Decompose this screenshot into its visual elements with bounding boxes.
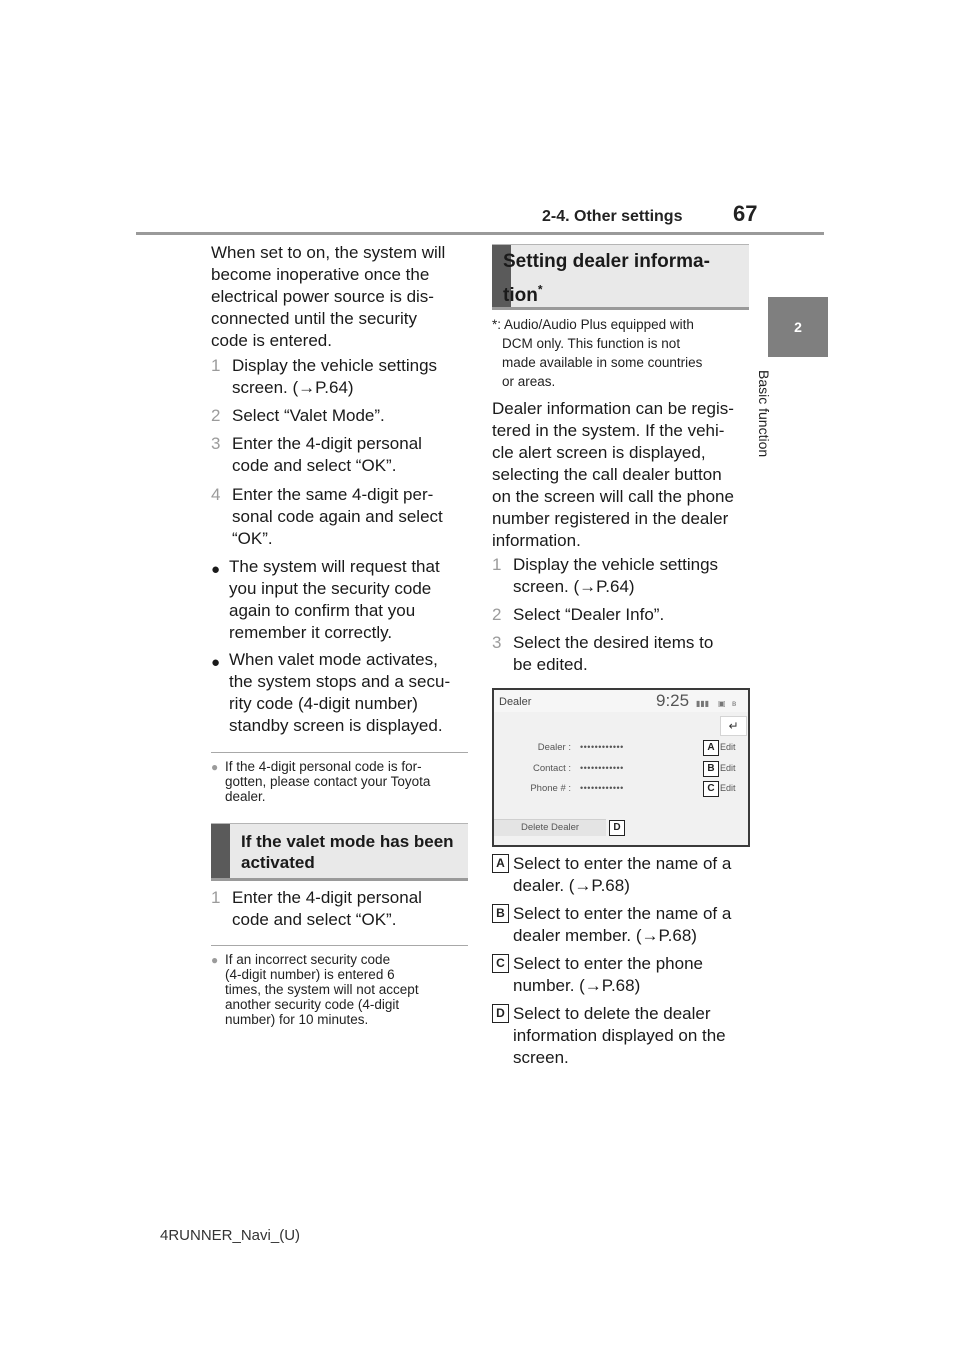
text-line: DCM only. This function is not	[502, 336, 681, 351]
text-line: be edited.	[513, 655, 588, 674]
text-line: Select the desired items to	[513, 633, 714, 652]
text-line: the system stops and a secu-	[229, 672, 451, 691]
text-line: Select to enter the phone	[513, 954, 703, 973]
text-line: “OK”.	[232, 529, 273, 548]
text-line: connected until the security	[211, 309, 418, 328]
screen-phone-value: ••••••••••••	[580, 783, 624, 793]
text-line: cle alert screen is displayed,	[492, 443, 706, 462]
step-number: 1	[211, 356, 221, 375]
text-line: remember it correctly.	[229, 623, 393, 642]
note-divider	[211, 752, 468, 753]
callout-c: C	[703, 781, 719, 797]
signal-icon: ▮▮▮	[696, 699, 710, 708]
heading-line: Setting dealer informa-	[503, 251, 710, 272]
heading-line: If the valet mode has been	[241, 832, 454, 851]
screen-dealer-label: Dealer :	[537, 742, 571, 753]
bluetooth-icon: ʙ	[732, 699, 737, 708]
ref-letter-b: B	[492, 904, 509, 923]
text-line: on the screen will call the phone	[492, 487, 734, 506]
heading-line: activated	[241, 853, 315, 872]
bullet-icon: ●	[211, 561, 221, 578]
text-line: number) for 10 minutes.	[225, 1012, 369, 1027]
callout-a: A	[703, 740, 719, 756]
text-line: Select to delete the dealer	[513, 1004, 711, 1023]
heading-valet-activated	[211, 823, 468, 881]
note-divider	[211, 945, 468, 946]
text-line: Display the vehicle settings	[232, 356, 438, 375]
heading-line: tion*	[503, 283, 543, 307]
text-line: Dealer information can be regis-	[492, 399, 734, 418]
text-line: code is entered.	[211, 331, 332, 350]
screen-title: Dealer	[499, 696, 532, 708]
text-line: dealer member. (→P.68)	[513, 926, 697, 945]
screen-contact-label: Contact :	[532, 763, 571, 774]
footnote-marker: *	[537, 283, 543, 297]
screen-phone-label: Phone # :	[530, 783, 571, 794]
text-line: Display the vehicle settings	[513, 555, 719, 574]
footnote	[492, 315, 752, 391]
callout-b: B	[703, 761, 719, 777]
chapter-label	[756, 370, 800, 480]
note-1	[211, 759, 471, 807]
text-line: The system will request that	[229, 557, 440, 576]
screen-clock: 9:25	[656, 691, 690, 710]
step-number: 3	[492, 633, 502, 652]
text-line: Select “Valet Mode”.	[232, 406, 385, 425]
text-line: information displayed on the	[513, 1026, 726, 1045]
text-line: another security code (4-digit	[225, 997, 400, 1012]
ref-letter-a: A	[492, 854, 509, 873]
right-intro	[492, 398, 754, 552]
text-line: Enter the same 4-digit per-	[232, 485, 434, 504]
text-line: If the 4-digit personal code is for-	[225, 759, 422, 774]
text-line: Select “Dealer Info”.	[513, 605, 665, 624]
page-number: 67	[733, 201, 758, 226]
text-line: Select to enter the name of a	[513, 854, 732, 873]
text-line: screen. (→P.64)	[232, 378, 354, 397]
step-number: 1	[211, 888, 221, 907]
text-line: When set to on, the system will	[211, 243, 446, 262]
text-line: code and select “OK”.	[232, 910, 397, 929]
text-line: sonal code again and select	[232, 507, 443, 526]
step-number: 3	[211, 434, 221, 453]
text-line: Select to enter the name of a	[513, 904, 732, 923]
step-number: 1	[492, 555, 502, 574]
screen-contact-value: ••••••••••••	[580, 763, 624, 773]
text-line: selecting the call dealer button	[492, 465, 722, 484]
screen-edit-dealer: Edit	[720, 742, 736, 752]
text-line: gotten, please contact your Toyota	[225, 774, 431, 789]
text-line: screen. (→P.64)	[513, 577, 635, 596]
text-line: Enter the 4-digit personal	[232, 434, 422, 453]
text-line: dealer. (→P.68)	[513, 876, 630, 895]
header-rule	[136, 232, 824, 235]
note-2	[211, 952, 471, 1032]
section-title: 2-4. Other settings	[542, 208, 683, 225]
text-line: again to confirm that you	[229, 601, 416, 620]
text-line: times, the system will not accept	[225, 982, 419, 997]
screen-edit-phone: Edit	[720, 783, 736, 793]
text-line: Enter the 4-digit personal	[232, 888, 422, 907]
screen-status-bar	[494, 690, 748, 712]
text-line: dealer.	[225, 789, 266, 804]
text-line: made available in some countries	[502, 355, 703, 370]
left-intro	[211, 242, 445, 352]
ref-letter-d: D	[492, 1004, 509, 1023]
text-line: If an incorrect security code	[225, 952, 391, 967]
text-line: standby screen is displayed.	[229, 716, 443, 735]
heading-dealer-info	[492, 244, 749, 310]
text-line: code and select “OK”.	[232, 456, 397, 475]
text-line: (4-digit number) is entered 6	[225, 967, 395, 982]
dealer-screen-image	[492, 688, 750, 847]
text-line: or areas.	[502, 374, 556, 389]
text-line: number registered in the dealer	[492, 509, 729, 528]
text-line: information.	[492, 531, 581, 550]
screen-delete-dealer-button: Delete Dealer	[494, 819, 606, 836]
text-line: rity code (4-digit number)	[229, 694, 418, 713]
note-bullet-icon: ●	[211, 953, 219, 967]
heading-bar	[211, 824, 230, 878]
step-number: 2	[211, 406, 221, 425]
text-line: become inoperative once the	[211, 265, 430, 284]
lock-icon: ▣	[718, 699, 726, 708]
text-line: number. (→P.68)	[513, 976, 641, 995]
screen-dealer-value: ••••••••••••	[580, 742, 624, 752]
step-number: 4	[211, 485, 221, 504]
ref-letter-c: C	[492, 954, 509, 973]
callout-d: D	[609, 820, 625, 836]
back-button: ↵	[720, 716, 747, 736]
chapter-tab: 2	[768, 297, 828, 357]
bullet-icon: ●	[211, 654, 221, 671]
text-line: you input the security code	[229, 579, 432, 598]
text-line: electrical power source is dis-	[211, 287, 434, 306]
text-line: tered in the system. If the vehi-	[492, 421, 725, 440]
text-line: screen.	[513, 1048, 569, 1067]
footer-model: 4RUNNER_Navi_(U)	[160, 1227, 301, 1244]
text-line: *: Audio/Audio Plus equipped with	[492, 317, 694, 332]
text-line: When valet mode activates,	[229, 650, 438, 669]
screen-edit-contact: Edit	[720, 763, 736, 773]
step-number: 2	[492, 605, 502, 624]
note-bullet-icon: ●	[211, 760, 219, 774]
chapter-label-text: Basic function	[756, 370, 772, 458]
